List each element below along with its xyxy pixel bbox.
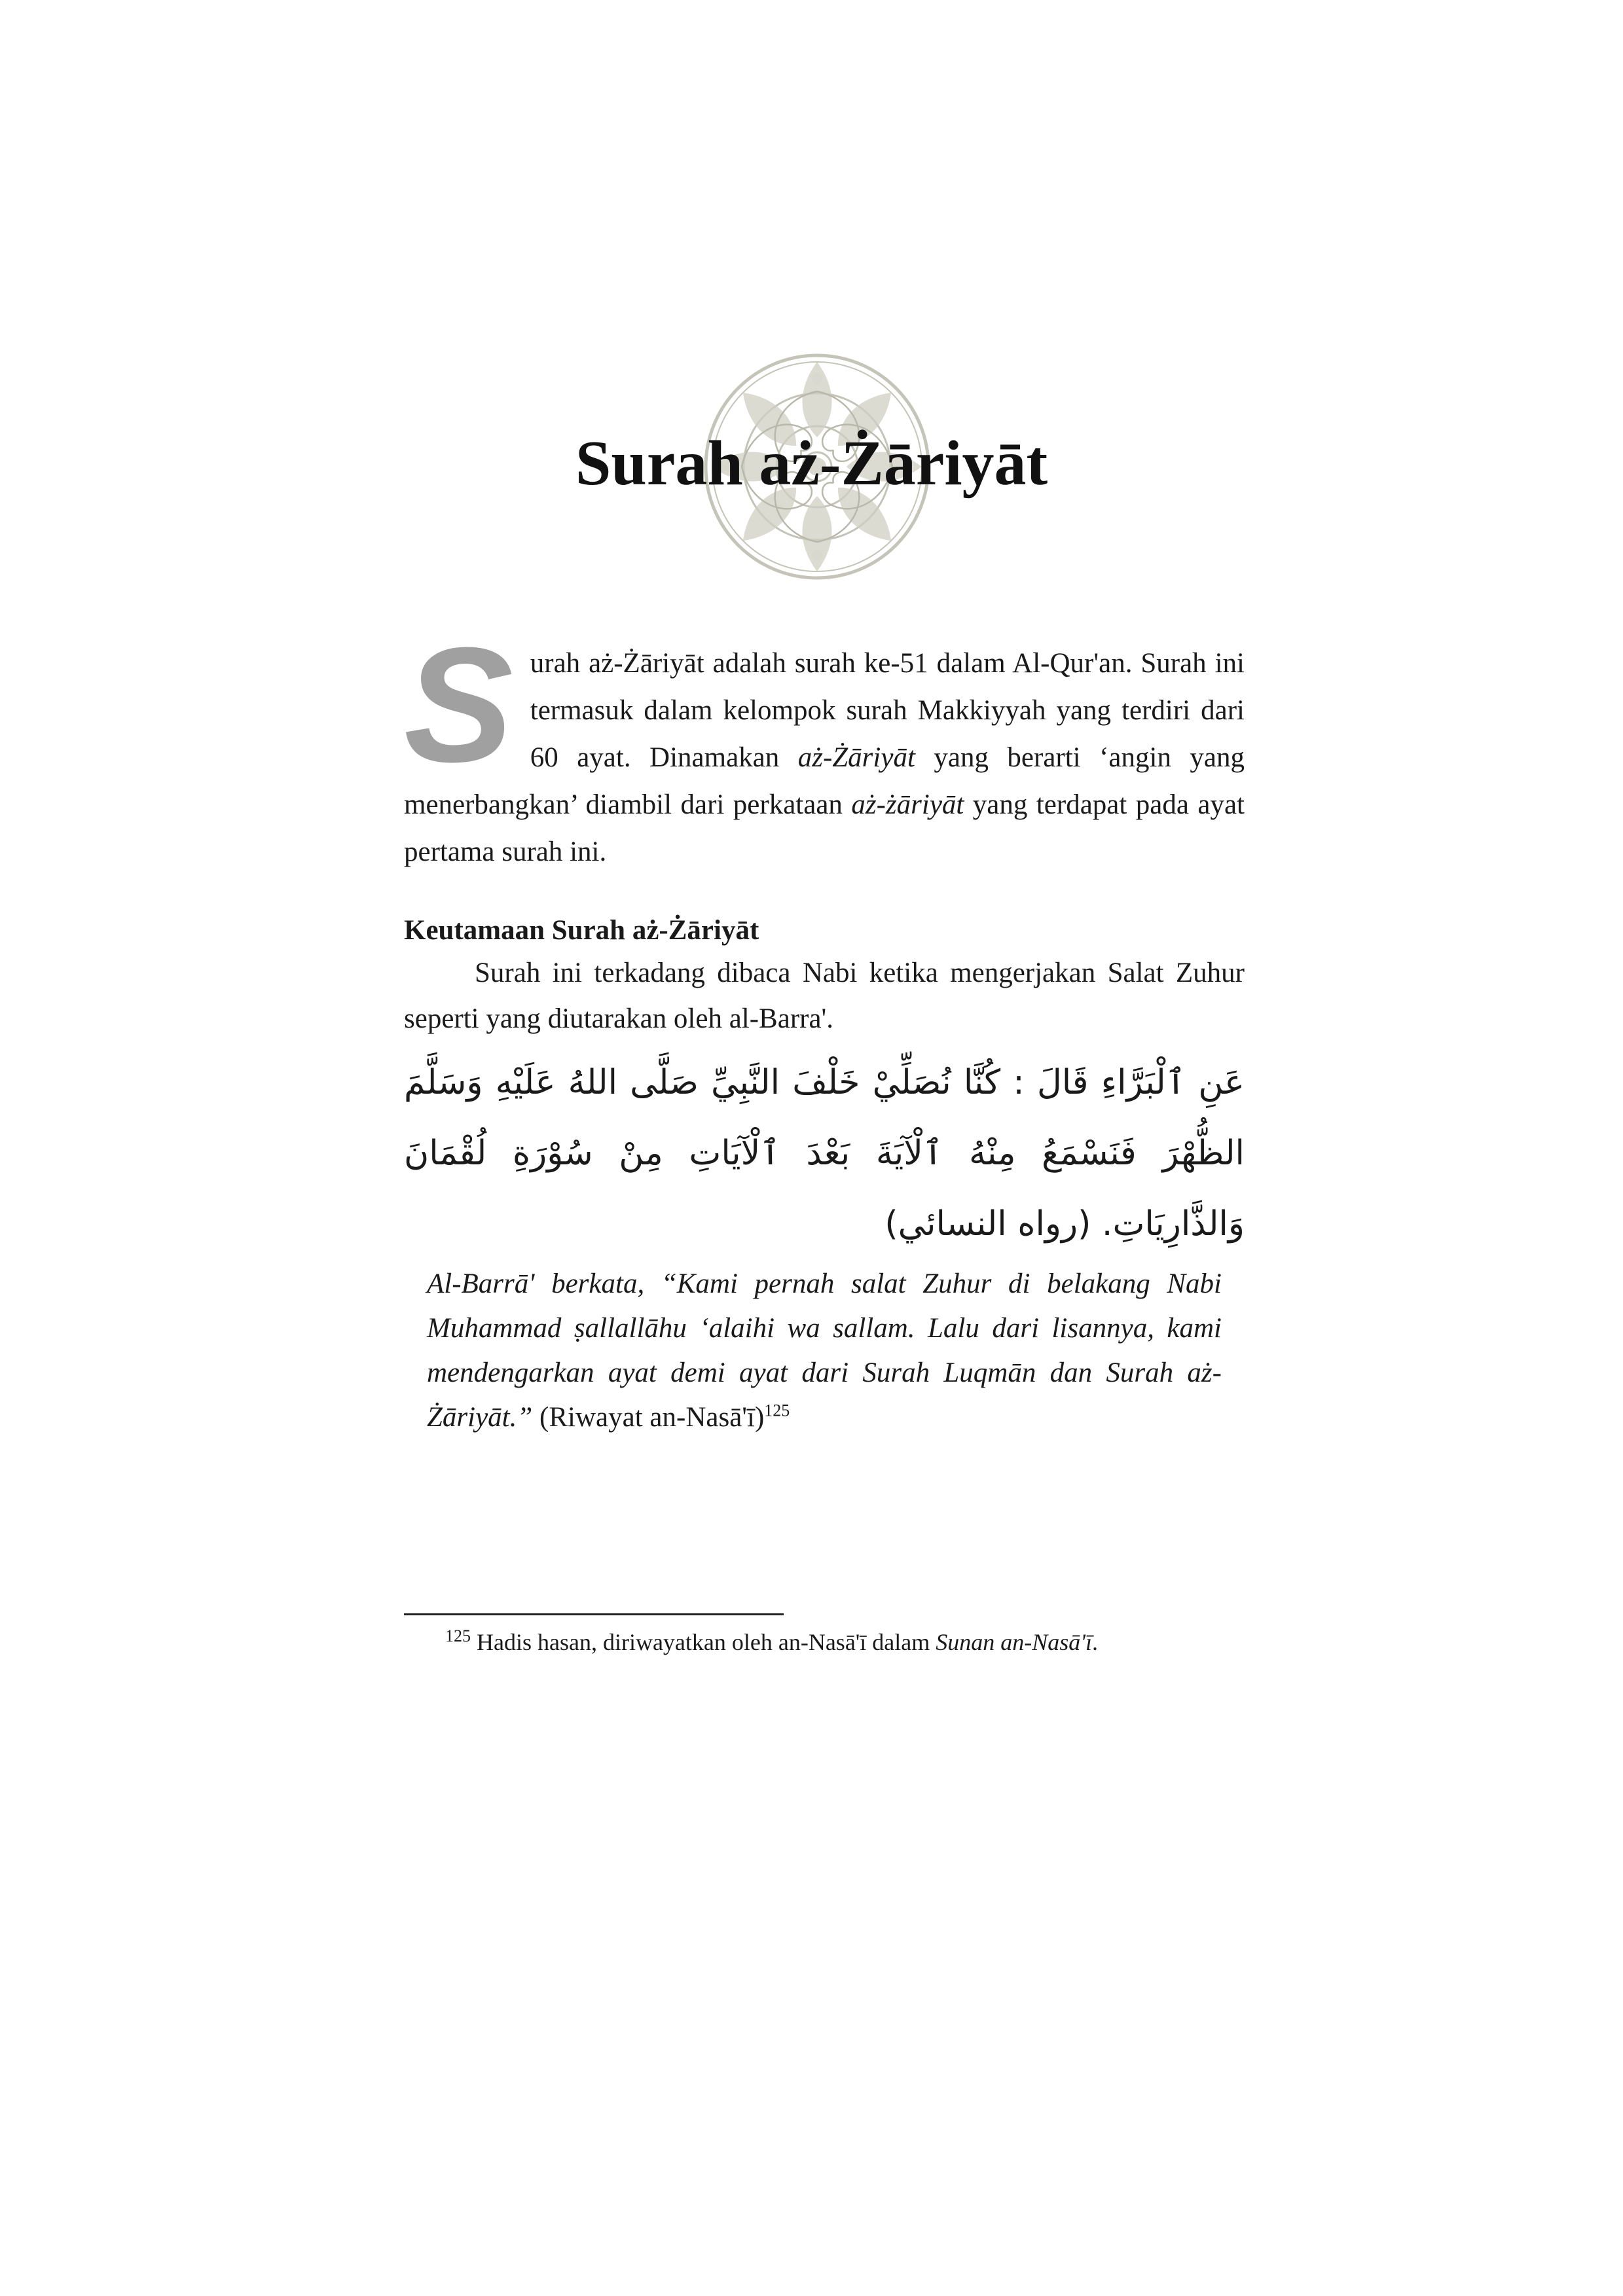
footnote-divider (404, 1613, 784, 1615)
translation-source: (Riwayat an-Nasā'ī) (532, 1402, 765, 1433)
footnote-text: Hadis hasan, diriwayatkan oleh an-Nasā'ī dalam (471, 1629, 936, 1655)
footnote-reference[interactable]: 125 (764, 1401, 790, 1420)
footnote (445, 1625, 1098, 1659)
section-paragraph: Surah ini terkadang dibaca Nabi ketika mengerjakan Salat Zuhur seperti yang diutarakan oleh al-Barra'. (404, 958, 1245, 1034)
intro-italic-1: aż-Żāriyāt (797, 742, 915, 773)
arabic-hadith: عَنِ ٱلْبَرَّاءِ قَالَ : كُنَّا نُصَلِّيْ خَلْفَ النَّبِيِّ صَلَّى اللهُ عَلَيْهِ وَسَلَّمَ الظُّهْرَ فَنَسْمَعُ مِنْهُ ٱلْآيَةَ بَعْدَ ٱلْآيَاتِ مِنْ سُوْرَةِ لُقْمَانَ وَالذَّارِيَاتِ. (رواه النسائي) (404, 1063, 1245, 1244)
section-heading: Keutamaan Surah aż-Żāriyāt (404, 915, 759, 946)
translation-text: Al-Barrā' berkata, “Kami pernah salat Zuhur di belakang Nabi Muhammad ṣallallāhu ‘alaihi wa sallam. Lalu dari lisannya, kami mendengarkan ayat demi ayat dari Surah Luqmān dan Surah aż-Żāriyāt.” (427, 1268, 1222, 1433)
footnote-end: . (1091, 1629, 1098, 1655)
intro-paragraph (404, 613, 1245, 876)
hadith-translation (427, 1262, 1222, 1440)
drop-cap: S (404, 613, 513, 796)
footnote-number: 125 (445, 1626, 471, 1645)
page-title: Surah aż-Żāriyāt (575, 428, 1048, 499)
intro-italic-2: aż-żāriyāt (851, 789, 964, 820)
footnote-source: Sunan an-Nasā'ī (936, 1629, 1092, 1655)
intro-text-3: yang terdapat pada ayat pertama surah ini. (404, 789, 1245, 867)
intro-text-2: yang berarti ‘angin yang menerbangkan’ diambil dari perkataan (404, 742, 1245, 820)
intro-text-1: urah aż-Żāriyāt adalah surah ke-51 dalam Al-Qur'an. Surah ini termasuk dalam kelompok surah Makkiyyah yang terdiri dari 60 ayat. Dinamakan (530, 648, 1245, 773)
